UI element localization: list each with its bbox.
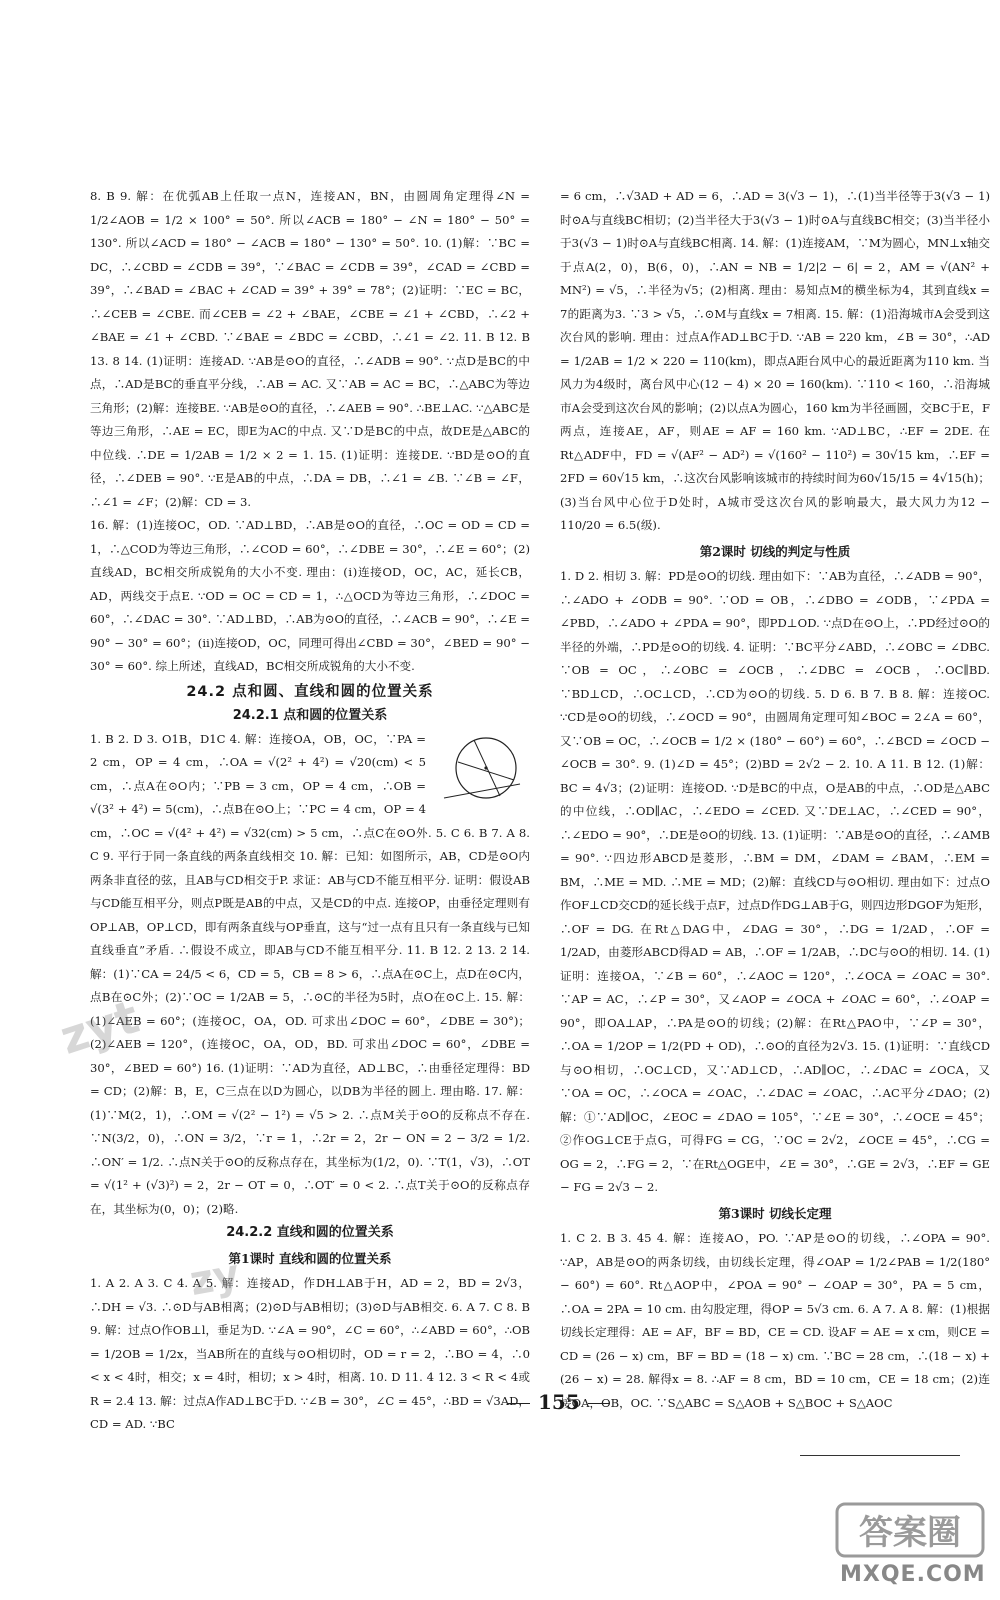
lesson-title: 第2课时 切线的判定与性质 <box>699 543 851 559</box>
answer-block: 1. D 2. 相切 3. 解：PD是⊙O的切线. 理由如下：∵AB为直径，∴∠ADB = 90°，∴∠ADO + ∠ODB = 90°. ∵OD = OB，∴∠DBO = ∠ODB，∵∠PDA = ∠PBD，∴∠ADO + ∠PDA = 90°，即PD⊥OD. ∵点D在⊙O上，∴PD经过⊙O的半径的外端，∴PD是⊙O的切线. 4. 证明：∵BC平分∠ABD，∴∠OBC = ∠DBC. ∵OB = OC，∴∠OBC = ∠OCB，∴∠DBC = ∠OCB，∴OC∥BD. ∵BD⊥CD，∴OC⊥CD，∴CD为⊙O的切线. 5. D 6. B 7. B 8. 解：连接OC. ∵CD是⊙O的切线，∴∠OCD = 90°，由圆周角定理可知∠BOC = 2∠A = 60°，又∵OB = OC，∴∠OCB = 1/2 × (180° − 60°) = 60°，∴∠BCD = ∠OCD − ∠OCB = 30°. 9. (1)∠D = 45°；(2)BD = 2√2 − 2. 10. A 11. B 12. (1)解：BC = 4√3；(2)证明：连接OD. ∵D是BC的中点，O是AB的中点，∴OD是△ABC的中位线，∴OD∥AC，∴∠EDO = ∠CED. 又∵DE⊥AC，∴∠CED = 90°，∴∠EDO = 90°，∴DE是⊙O的切线. 13. (1)证明：∵AB是⊙O的直径，∴∠AMB = 90°. ∵四边形ABCD是菱形，∴BM = DM，∠DAM = ∠BAM，∴EM = BM，∴ME = MD. ∴ME = MD；(2)解：直线CD与⊙O相切. 理由如下：过点O作OF⊥CD交CD的延长线于点F，过点D作DG⊥AB于G，则四边形DGOF为矩形，∴OF = DG. 在Rt△DAG中，∠DAG = 30°，∴DG = 1/2AD，∴OF = 1/2AD，由菱形ABCD得AD = AB，∴OF = 1/2AB，∴DC与⊙O的相切. 14. (1)证明：连接OA，∵∠B = 60°，∴∠AOC = 120°，∴∠OCA = ∠OAC = 30°. ∵AP = AC，∴∠P = 30°，又∠AOP = ∠OCA + ∠OAC = 60°，∴∠OAP = 90°，即OA⊥AP，∴PA是⊙O的切线；(2)解：在Rt△PAO中，∵∠P = 30°，∴OA = 1/2OP = 1/2(PD + OD)，∴⊙O的直径为2√3. 15. (1)证明：∵直线CD与⊙O相切，∴OC⊥CD，又∵AD⊥CD，∴AD∥OC，∴∠DAC = ∠OCA，又∵OA = OC，∴∠OCA = ∠OAC，∴∠DAC = ∠OAC，∴AC平分∠DAO；(2)解：①∵AD∥OC，∠EOC = ∠DAO = 105°，∵∠E = 30°，∴∠OCE = 45°；②作OG⊥CE于点G，可得FG = CG，∵OC = 2√2，∠OCE = 45°，∴CG = OG = 2，∴FG = 2，∵在Rt△OGE中，∠E = 30°，∴GE = 2√3，∴EF = GE − FG = 2√3 − 2. <box>560 569 990 1194</box>
logo-site: MXQE.COM <box>840 1562 986 1587</box>
dash-right <box>588 1403 610 1404</box>
section-title: 24.2 点和圆、直线和圆的位置关系 <box>186 683 434 700</box>
answer-block: = 6 cm，∴√3AD + AD = 6，∴AD = 3(√3 − 1)，∴(1)当半径等于3(√3 − 1)时⊙A与直线BC相切；(2)当半径大于3(√3 − 1)时⊙A与直线BC相交；(3)当半径小于3(√3 − 1)时⊙A与直线BC相离. 14. 解：(1)连接AM，∵M为圆心，MN⊥x轴交于点A(2，0)，B(6，0)，∴AN = NB = 1/2|2 − 6| = 2，AM = √(AN² + MN²) = √5，∴半径为√5；(2)相离. 理由：易知点M的横坐标为4，其到直线x = 7的距离为3. ∵3 > √5，∴⊙M与直线x = 7相离. 15. 解：(1)沿海城市A会受到这次台风的影响. 理由：过点A作AD⊥BC于D. ∵AB = 220 km，∠B = 30°，∴AD = 1/2AB = 1/2 × 220 = 110(km)，即点A距台风中心的最近距离为110 km. 当风力为4级时，离台风中心(12 − 4) × 20 = 160(km). ∵110 < 160，∴沿海城市A会受到这次台风的影响；(2)以点A为圆心，160 km为半径画圆，交BC于E，F两点，连接AE，AF，则AE = AF = 160 km. ∵AD⊥BC，∴EF = 2DE. 在Rt△ADF中，FD = √(AF² − AD²) = √(160² − 110²) = 30√15 km，∴EF = 2FD = 60√15 km，∴这次台风影响该城市的持续时间为60√15/15 = 4√15(h)；(3)当台风中心位于D处时，A城市受这次台风的影响最大，最大风力为12 − 110/20 = 6.5(级). <box>560 189 990 532</box>
circle-diagram-figure <box>434 732 530 810</box>
subsection-title: 24.2.1 点和圆的位置关系 <box>232 708 388 723</box>
answer-block: 1. B 2. D 3. O1B，D1C 4. 解：连接OA，OB，OC，∵PA = 2 cm，OP = 4 cm，∴OA = √(2² + 4²) = √20(cm) < 5 cm，∴点A在⊙O内；∵PB = 3 cm，OP = 4 cm，∴OB = √(3² + 4²) = 5(cm)，∴点B在⊙O上；∵PC = 4 cm，OP = 4 cm，∴OC = √(4² + 4²) = √32(cm) > 5 cm，∴点C在⊙O外. 5. C 6. B 7. A 8. C 9. 平行于同一条直线的两条直线相交 10. 解：已知：如图所示，AB，CD是⊙O内两条非直径的弦，且AB与CD相交于P. 求证：AB与CD不能互相平分. 证明：假设AB与CD能互相平分，则点P既是AB的中点，又是CD的中点. 连接OP，由垂径定理则有OP⊥AB，OP⊥CD，即有两条直线与OP垂直，这与“过一点有且只有一条直线与已知直线垂直”矛盾. ∴假设不成立，即AB与CD不能互相平分. 11. B 12. 2 13. 2 14. 解：(1)∵CA = 24/5 < 6，CD = 5，CB = 8 > 6，∴点A在⊙C上，点D在⊙C内，点B在⊙C外；(2)∵OC = 1/2AB = 5，∴⊙C的半径为5时，点O在⊙C上. 15. 解：(1)∠AEB = 60°；(连接OC，OA，OD. 可求出∠DOC = 60°，∠DBE = 30°)；(2)∠AEB = 120°，(连接OC，OA，OD，BD. 可求出∠DOC = 60°，∠DBE = 30°，∠BED = 60°) 16. (1)证明：∵AD为直径，AD⊥BC，∴由垂径定理得：BD = CD；(2)解：B，E，C三点在以D为圆心，以DB为半径的圆上. 理由略. 17. 解：(1)∵M(2，1)，∴OM = √(2² − 1²) = √5 > 2. ∴点M关于⊙O的反称点不存在. ∵N(3/2，0)，∴ON = 3/2，∵r = 1，∴2r = 2，2r − ON = 2 − 3/2 = 1/2. ∴ON′ = 1/2. ∴点N关于⊙O的反称点存在，其坐标为(1/2，0). ∵T(1，√3)，∴OT = √(1² + (√3)²) = 2，2r − OT = 0，∴OT′ = 0 < 2. ∴点T关于⊙O的反称点存在，其坐标为(0，0)；(2)略. <box>90 731 530 1216</box>
answer-block: 16. 解：(1)连接OC，OD. ∵AD⊥BD，∴AB是⊙O的直径，∴OC = OD = CD = 1，∴△COD为等边三角形，∴∠COD = 60°，∴∠DBE = 30°，∴∠E = 60°；(2)直线AD，BC相交所成锐角的大小不变. 理由：(ⅰ)连接OD，OC，AC，延长CB，AD，两线交于点E. ∵OD = OC = CD = 1，∴△OCD为等边三角形，∴∠DOC = 60°，∴∠DAC = 30°. ∵AD⊥BD，∴AB为⊙O的直径，∴∠ACB = 90°，∴∠E = 90° − 30° = 60°；(ⅱ)连接OD，OC，同理可得出∠CBD = 30°，∠BED = 90° − 30° = 60°. 综上所述，直线AD，BC相交所成锐角的大小不变. <box>90 518 530 673</box>
lesson-title: 第3课时 切线长定理 <box>718 1205 832 1221</box>
answer-block: 1. C 2. B 3. 45 4. 解：连接AO，PO. ∵AP是⊙O的切线，∴∠OPA = 90°. ∵AP，AB是⊙O的两条切线，由切线长定理，得∠OAP = 1/2∠PAB = 1/2(180° − 60°) = 60°. Rt△AOP中，∠POA = 90° − ∠OAP = 30°，PA = 5 cm，∴OA = 2PA = 10 cm. 由勾股定理，得OP = 5√3 cm. 6. A 7. A 8. 解：(1)根据切线长定理得：AE = AF，BF = BD，CE = CD. 设AF = AE = x cm，则CE = CD = (26 − x) cm，BF = BD = (18 − x) cm. ∵BC = 28 cm，∴(18 − x) + (26 − x) = 28. 解得x = 8. ∴AF = 8 cm，BD = 10 cm，CE = 18 cm；(2)连接OA，OB，OC. ∵S△ABC = S△AOB + S△BOC + S△AOC <box>560 1231 990 1410</box>
logo-text: 答案圈 <box>859 1513 961 1553</box>
watermark: zyt <box>53 989 146 1065</box>
footer-rule <box>800 1455 960 1456</box>
lesson-title: 第1课时 直线和圆的位置关系 <box>228 1250 392 1266</box>
right-column <box>560 185 990 1415</box>
answer-block: 8. B 9. 解：在优弧AB上任取一点N，连接AN，BN，由圆周角定理得∠N = 1/2∠AOB = 1/2 × 100° = 50°. 所以∠ACB = 180° − ∠N = 180° − 50° = 130°. 所以∠ACD = 180° − ∠ACB = 180° − 130° = 50°. 10. (1)解：∵BC = DC，∴∠CBD = ∠CDB = 39°，∵∠BAC = ∠CDB = 39°，∠CAD = ∠CBD = 39°，∴∠BAD = ∠BAC + ∠CAD = 39° + 39° = 78°；(2)证明：∵EC = BC，∴∠CEB = ∠CBE. 而∠CEB = ∠2 + ∠BAE，∠CBE = ∠1 + ∠CBD，∴∠2 + ∠BAE = ∠1 + ∠CBD. ∵∠BAE = ∠BDC = ∠CBD，∴∠1 = ∠2. 11. B 12. B 13. 8 14. (1)证明：连接AD. ∵AB是⊙O的直径，∴∠ADB = 90°. ∵点D是BC的中点，∴AD是BC的垂直平分线，∴AB = AC. 又∵AB = AC = BC，∴△ABC为等边三角形；(2)解：连接BE. ∵AB是⊙O的直径，∴∠AEB = 90°. ∴BE⊥AC. ∵△ABC是等边三角形，∴AE = EC，即E为AC的中点. 又∵D是BC的中点，故DE是△ABC的中位线. ∴DE = 1/2AB = 1/2 × 2 = 1. 15. (1)证明：连接DE. ∵BD是⊙O的直径，∴∠DEB = 90°. ∵E是AB的中点，∴DA = DB，∴∠1 = ∠B. ∵∠B = ∠F，∴∠1 = ∠F；(2)解：CD = 3. <box>90 189 530 509</box>
page-number <box>500 1390 618 1414</box>
dash-left <box>508 1403 530 1404</box>
page-number-text: 155 <box>538 1390 580 1414</box>
subsection-title: 24.2.2 直线和圆的位置关系 <box>226 1225 394 1240</box>
watermark: zy <box>186 1251 243 1305</box>
left-column <box>90 185 530 1437</box>
answer-block: 1. A 2. A 3. C 4. A 5. 解：连接AD，作DH⊥AB于H，AD = 2，BD = 2√3，∴DH = √3. ∴⊙D与AB相离；(2)⊙D与AB相切；(3)⊙D与AB相交. 6. A 7. C 8. B 9. 解：过点O作OB⊥l，垂足为D. ∵∠A = 90°，∠C = 60°，∴∠ABD = 60°，∴OB = 1/2OB = 1/2x，当AB所在的直线与⊙O相切时，OD = r = 2，∴BO = 4，∴0 < x < 4时，相交；x = 4时，相切；x > 4时，相离. 10. D 11. 4 12. 3 < R < 4或R = 2.4 13. 解：过点A作AD⊥BC于D. ∵∠B = 30°，∠C = 45°，∴BD = √3AD，CD = AD. ∵BC <box>90 1276 530 1431</box>
